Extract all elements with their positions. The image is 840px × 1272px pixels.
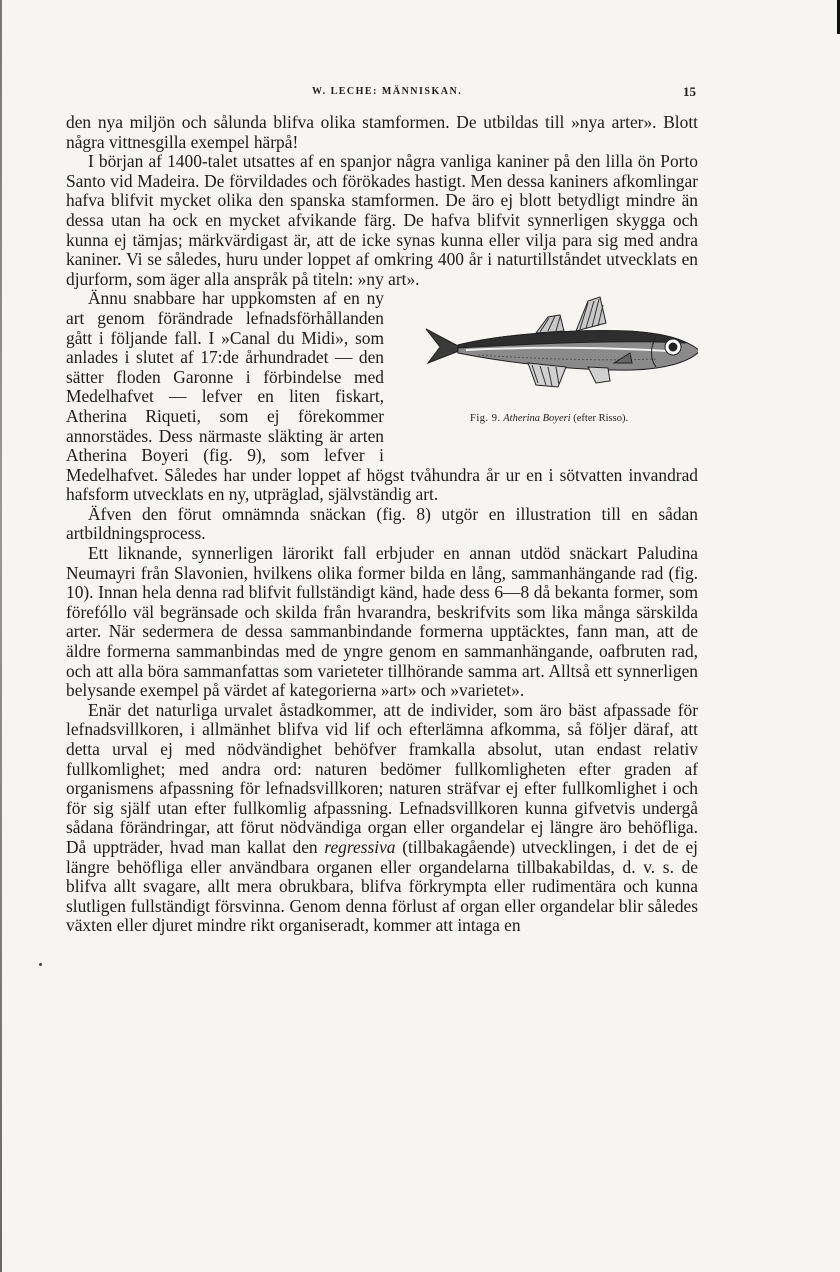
- paragraph-6-after: (tillbakagående) utvecklingen, i det de ej längre behöfliga eller användbara organen eller organdelarna tillbakabildas, d. v. s. de blifva allt svagare, allt mera obrukbara, blifva förkrympta eller rudimentära och kunna slutligen fullständigt försvinna. Genom denna förlust af organ eller organdelar blir således växten eller djuret mindre rikt organiseradt, kommer att intaga en: [66, 836, 698, 936]
- paragraph-4: Äfven den förut omnämnda snäckan (fig. 8) utgör en illustration till en sådan artbildningsprocess.: [66, 503, 698, 544]
- paragraph-2: I början af 1400-talet utsattes af en spanjor några vanliga kaniner på den lilla ön Porto Santo vid Madeira. De förvildades och förökades hastigt. Men dessa kaniners afkomlingar hafva blifvit mycket olika den spanska stamformen. De äro ej blott betydligt mindre än dessa utan ha ock en mycket afvikande färg. De hafva blifvit synnerligen skygga och kunna ej tämjas; märkvärdigast är, att de icke synas kunna eller vilja para sig med andra kaniner. Vi se således, huru under loppet af omkring 400 år i naturtillståndet utvecklats en djurform, som äger alla anspråk på titeln: »ny art».: [66, 151, 698, 289]
- margin-speck: [39, 963, 42, 966]
- paragraph-6: [66, 701, 698, 936]
- paragraph-6-before: Enär det naturliga urvalet åstadkommer, att de individer, som äro bäst afpassade för lefnadsvillkoren, i allmänhet blifva vid lif och efterlämna afkomma, så följer däraf, att detta urval ej med nödvändighet behöfver framkalla absolut, utan endast relativ fullkomlighet; med andra ord: naturen bedömer fullkomligheten efter graden af organismens afpassning för lefnadsvillkoren; naturen sträfvar ej efter fullkomlighet i och för sig själf utan efter fullkomlig afpassning. Lefnadsvillkoren kunna gifvetvis undergå sådana förändringar, att förut nödvändiga organ eller organdelar ej längre äro behöfliga. Då uppträder, hvad man kallat den: [66, 699, 698, 857]
- body-text: [66, 113, 698, 936]
- fish-illustration-icon: [418, 293, 698, 403]
- page-number: 15: [683, 84, 696, 99]
- figure-caption: [448, 409, 628, 429]
- paragraph-3: [66, 289, 698, 505]
- figure-species: Atherina Boyeri: [503, 413, 571, 425]
- running-title: W. LECHE: MÄNNISKAN.: [312, 86, 463, 97]
- paragraph-5: Ett liknande, synnerligen lärorikt fall erbjuder en annan utdöd snäckart Paludina Neumayri från Slavonien, hvilkens olika former bilda en lång, sammanhängande rad (fig. 10). Innan hela denna rad blifvit fullständigt känd, hade dess 6—8 då bekanta former, som förefóllo väl begränsade och skilda från hvarandra, beskrifvits som lika många särskilda arter. När sedermera de dessa sammanbindande formerna upptäcktes, fann man, att de äldre formerna sammanbindas med de yngre genom en sammanhängande, oafbruten rad, och att alla böra sammanfattas som varieteter tillhörande samma art. Alltså ett synnerligen belysande exempel på värdet af kategorierna »art» och »varietet».: [66, 543, 698, 701]
- figure-label: Fig. 9.: [470, 413, 501, 425]
- page-header: [66, 84, 696, 104]
- scan-edge-left: [0, 0, 2, 1272]
- paragraph-3-text: Ännu snabbare har uppkomsten af en ny art genom förändrade lefnadsförhållanden gått i följande fall. I »Canal du Midi», som anlades i slutet af 17:de århundradet — den sätter floden Garonne i förbindelse med Medelhafvet — lefver en liten fiskart, Atherina Riqueti, som ej förekommer annorstädes. Dess närmaste släkting är arten Atherina Boyeri (fig. 9), som lefver i Medelhafvet. Således har under loppet af högst tvåhundra år ur en i sötvatten invandrad hafsform utvecklats en ny, utpräglad, självständig art.: [66, 288, 698, 505]
- regressiva-term: regressiva: [324, 836, 396, 857]
- figure-source: (efter Risso).: [573, 413, 629, 425]
- paragraph-1: den nya miljön och sålunda blifva olika stamformen. De utbildas till »nya arter». Blott några vittnesgilla exempel härpå!: [66, 112, 698, 152]
- figure-9: [398, 293, 698, 461]
